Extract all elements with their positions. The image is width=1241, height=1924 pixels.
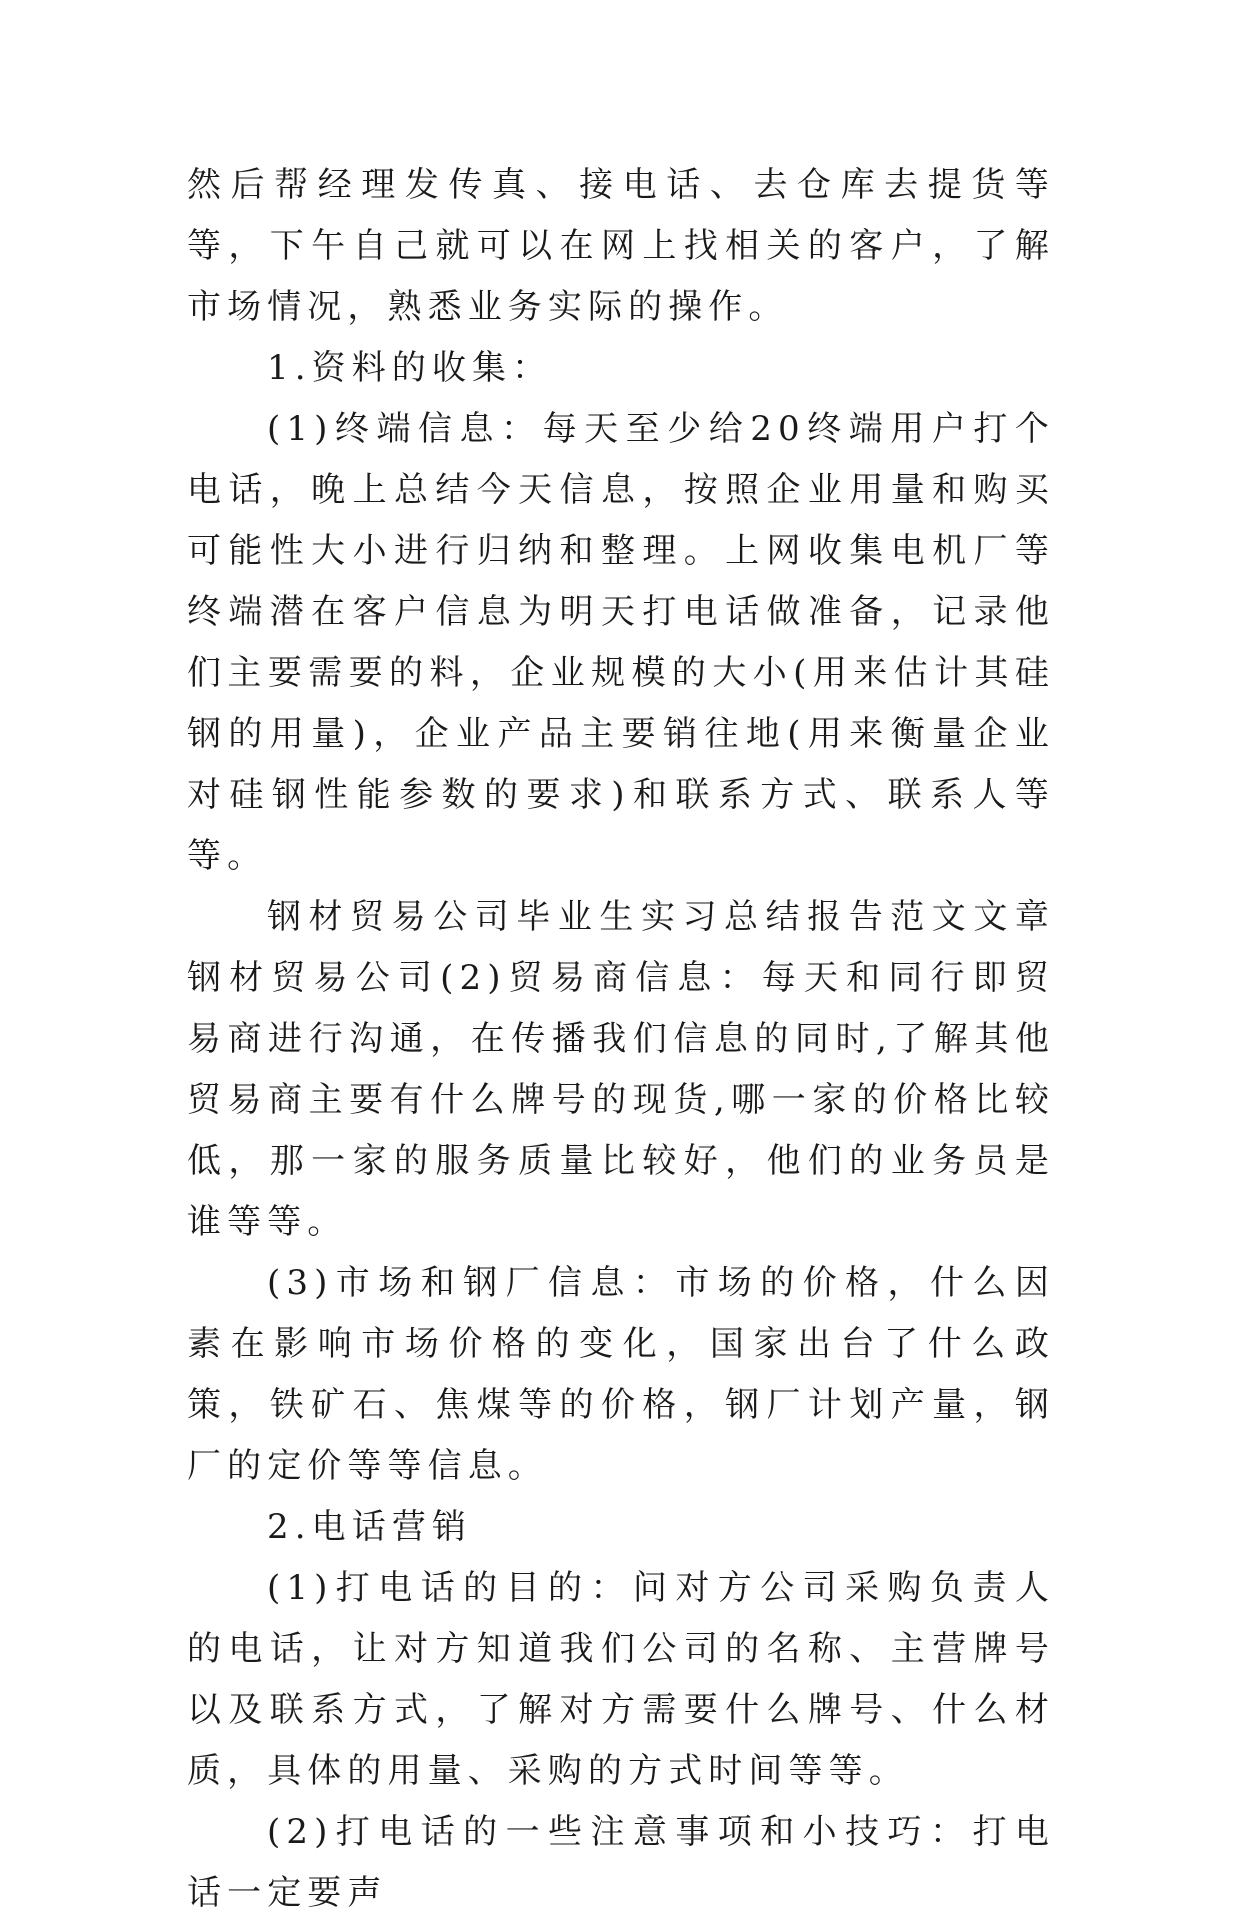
heading-telemarketing: 2.电话营销	[267, 1507, 473, 1547]
paragraph-intro: 然后帮经理发传真、接电话、去仓库去提货等等，下午自己就可以在网上找相关的客户，了解市场情况，熟悉业务实际的操作。	[187, 165, 1055, 327]
heading-data-collection: 1.资料的收集：	[267, 348, 553, 388]
document-body	[187, 155, 1055, 1924]
paragraph-market-info: (3)市场和钢厂信息：市场的价格，什么因素在影响市场价格的变化，国家出台了什么政策，铁矿石、焦煤等的价格，钢厂计划产量，钢厂的定价等等信息。	[187, 1263, 1055, 1486]
paragraph-trader-info: 钢材贸易公司毕业生实习总结报告范文文章钢材贸易公司(2)贸易商信息：每天和同行即贸易商进行沟通，在传播我们信息的同时,了解其他贸易商主要有什么牌号的现货,哪一家的价格比较低，那一家的服务质量比较好，他们的业务员是谁等等。	[187, 897, 1055, 1242]
paragraph-terminal-info: (1)终端信息：每天至少给20终端用户打个电话，晚上总结今天信息，按照企业用量和购买可能性大小进行归纳和整理。上网收集电机厂等终端潜在客户信息为明天打电话做准备，记录他们主要需要的料，企业规模的大小(用来估计其硅钢的用量)，企业产品主要销往地(用来衡量企业对硅钢性能参数的要求)和联系方式、联系人等等。	[187, 409, 1055, 876]
paragraph-call-purpose: (1)打电话的目的：问对方公司采购负责人的电话，让对方知道我们公司的名称、主营牌号以及联系方式，了解对方需要什么牌号、什么材质，具体的用量、采购的方式时间等等。	[187, 1568, 1055, 1791]
paragraph-call-tips: (2)打电话的一些注意事项和小技巧：打电话一定要声	[187, 1812, 1055, 1913]
